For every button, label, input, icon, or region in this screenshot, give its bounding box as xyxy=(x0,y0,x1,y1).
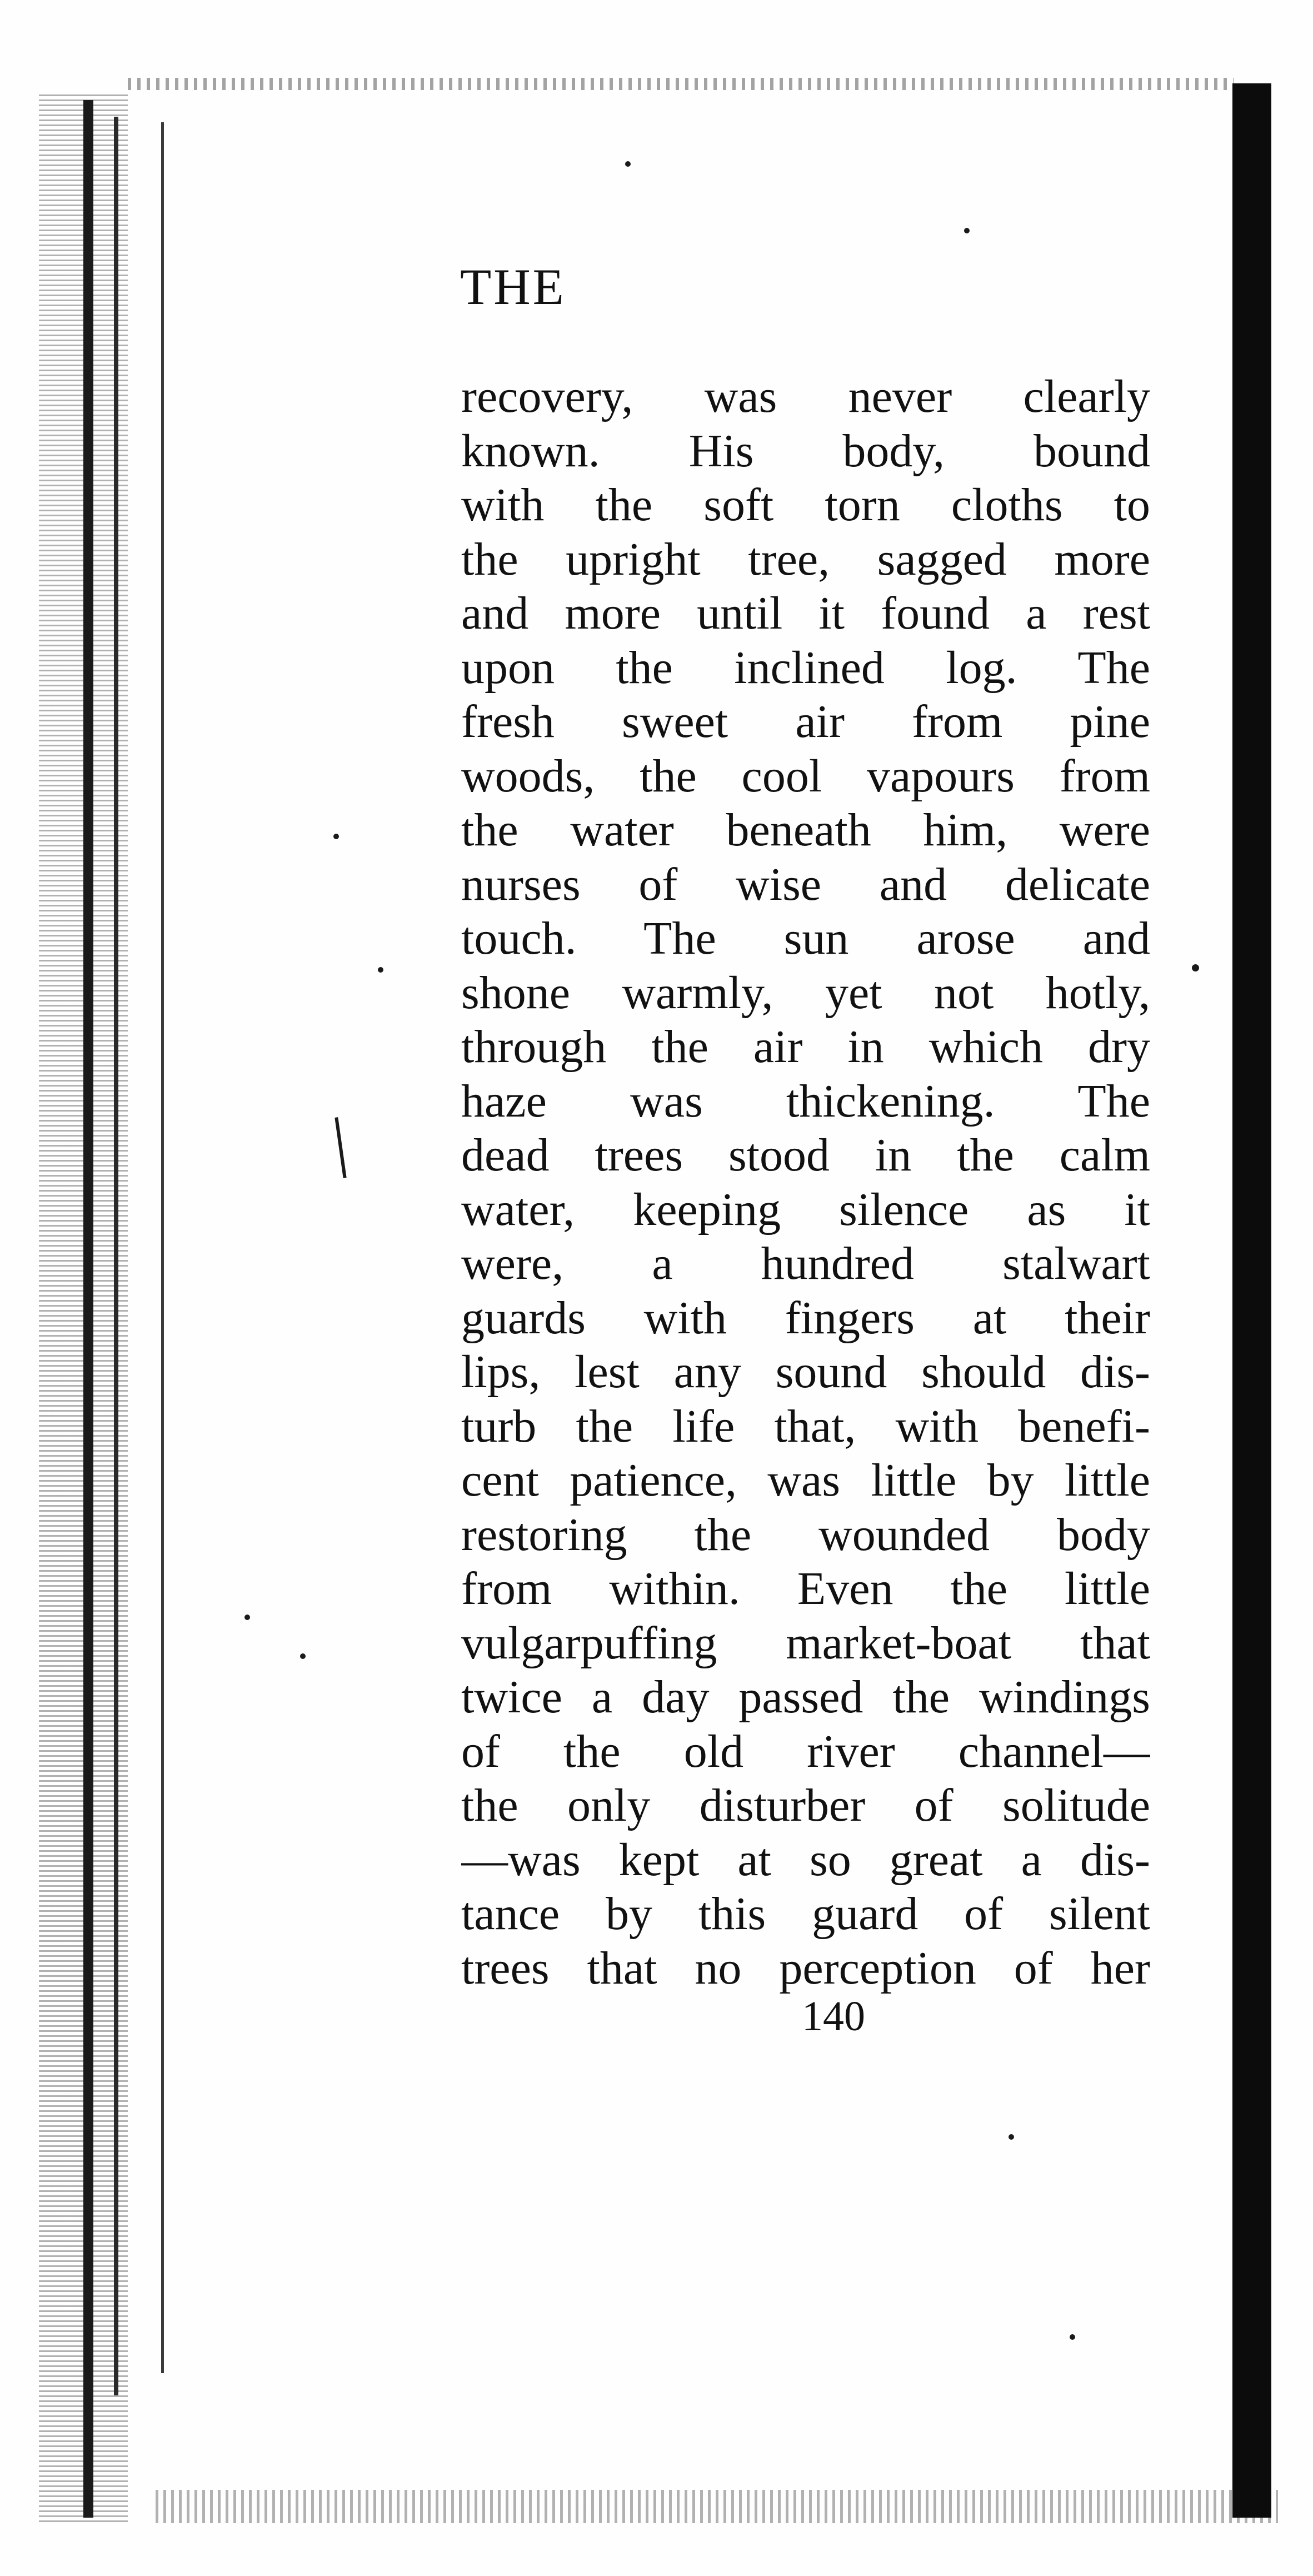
scan-speck xyxy=(300,1653,306,1659)
top-page-edge xyxy=(128,78,1234,90)
text-line: water, keeping silence as it xyxy=(461,1183,1150,1235)
binding-edge-line xyxy=(83,100,93,2518)
text-line: restoring the wounded body xyxy=(461,1508,1150,1561)
text-line: tance by this guard of silent xyxy=(461,1888,1150,1940)
text-line: upon the inclined log. The xyxy=(461,641,1150,694)
text-line: shone warmly, yet not hotly, xyxy=(461,966,1150,1019)
scan-speck xyxy=(1192,964,1199,971)
text-line: —was kept at so great a dis- xyxy=(461,1833,1150,1886)
scan-speck xyxy=(244,1615,250,1620)
text-line: lips, lest any sound should dis- xyxy=(461,1346,1150,1398)
text-line: dead trees stood in the calm xyxy=(461,1129,1150,1181)
body-text xyxy=(461,370,1150,1995)
text-line: recovery, was never clearly xyxy=(461,371,1150,422)
text-line: cent patience, was little by little xyxy=(461,1454,1150,1506)
text-line: woods, the cool vapours from xyxy=(461,750,1150,802)
scan-speck xyxy=(378,967,383,973)
text-line: nurses of wise and delicate xyxy=(461,858,1150,910)
binding-edge-line xyxy=(114,117,118,2395)
text-line: turb the life that, with benefi- xyxy=(461,1400,1150,1452)
text-line: trees that no perception of her xyxy=(461,1942,1150,1994)
text-line: fresh sweet air from pine xyxy=(461,696,1150,748)
text-line: through the air in which dry xyxy=(461,1021,1150,1073)
text-line: and more until it found a rest xyxy=(461,587,1150,639)
scan-speck xyxy=(625,161,631,167)
text-line: guards with fingers at their xyxy=(461,1292,1150,1344)
text-line: touch. The sun arose and xyxy=(461,913,1150,964)
page-number: 140 xyxy=(802,1993,865,2040)
scan-mark xyxy=(335,1117,346,1178)
scan-speck xyxy=(333,834,339,839)
text-line: twice a day passed the windings xyxy=(461,1671,1150,1723)
running-head: THE xyxy=(460,258,566,315)
text-line: the water beneath him, were xyxy=(461,804,1150,856)
text-line: of the old river channel— xyxy=(461,1725,1150,1777)
text-line: from within. Even the little xyxy=(461,1563,1150,1615)
binding-edge-line xyxy=(161,122,164,2373)
text-line: known. His body, bound xyxy=(461,425,1150,477)
scan-speck xyxy=(1070,2334,1075,2340)
text-line: the only disturber of solitude xyxy=(461,1780,1150,1831)
right-black-edge xyxy=(1232,83,1271,2518)
text-line: vulgarpuffing market-boat that xyxy=(461,1617,1150,1669)
text-line: the upright tree, sagged more xyxy=(461,533,1150,585)
scan-speck xyxy=(964,228,970,233)
text-line: were, a hundred stalwart xyxy=(461,1238,1150,1289)
text-line: with the soft torn cloths to xyxy=(461,479,1150,531)
scan-speck xyxy=(1009,2134,1014,2140)
bottom-page-edge xyxy=(156,2490,1278,2523)
text-line: haze was thickening. The xyxy=(461,1075,1150,1127)
